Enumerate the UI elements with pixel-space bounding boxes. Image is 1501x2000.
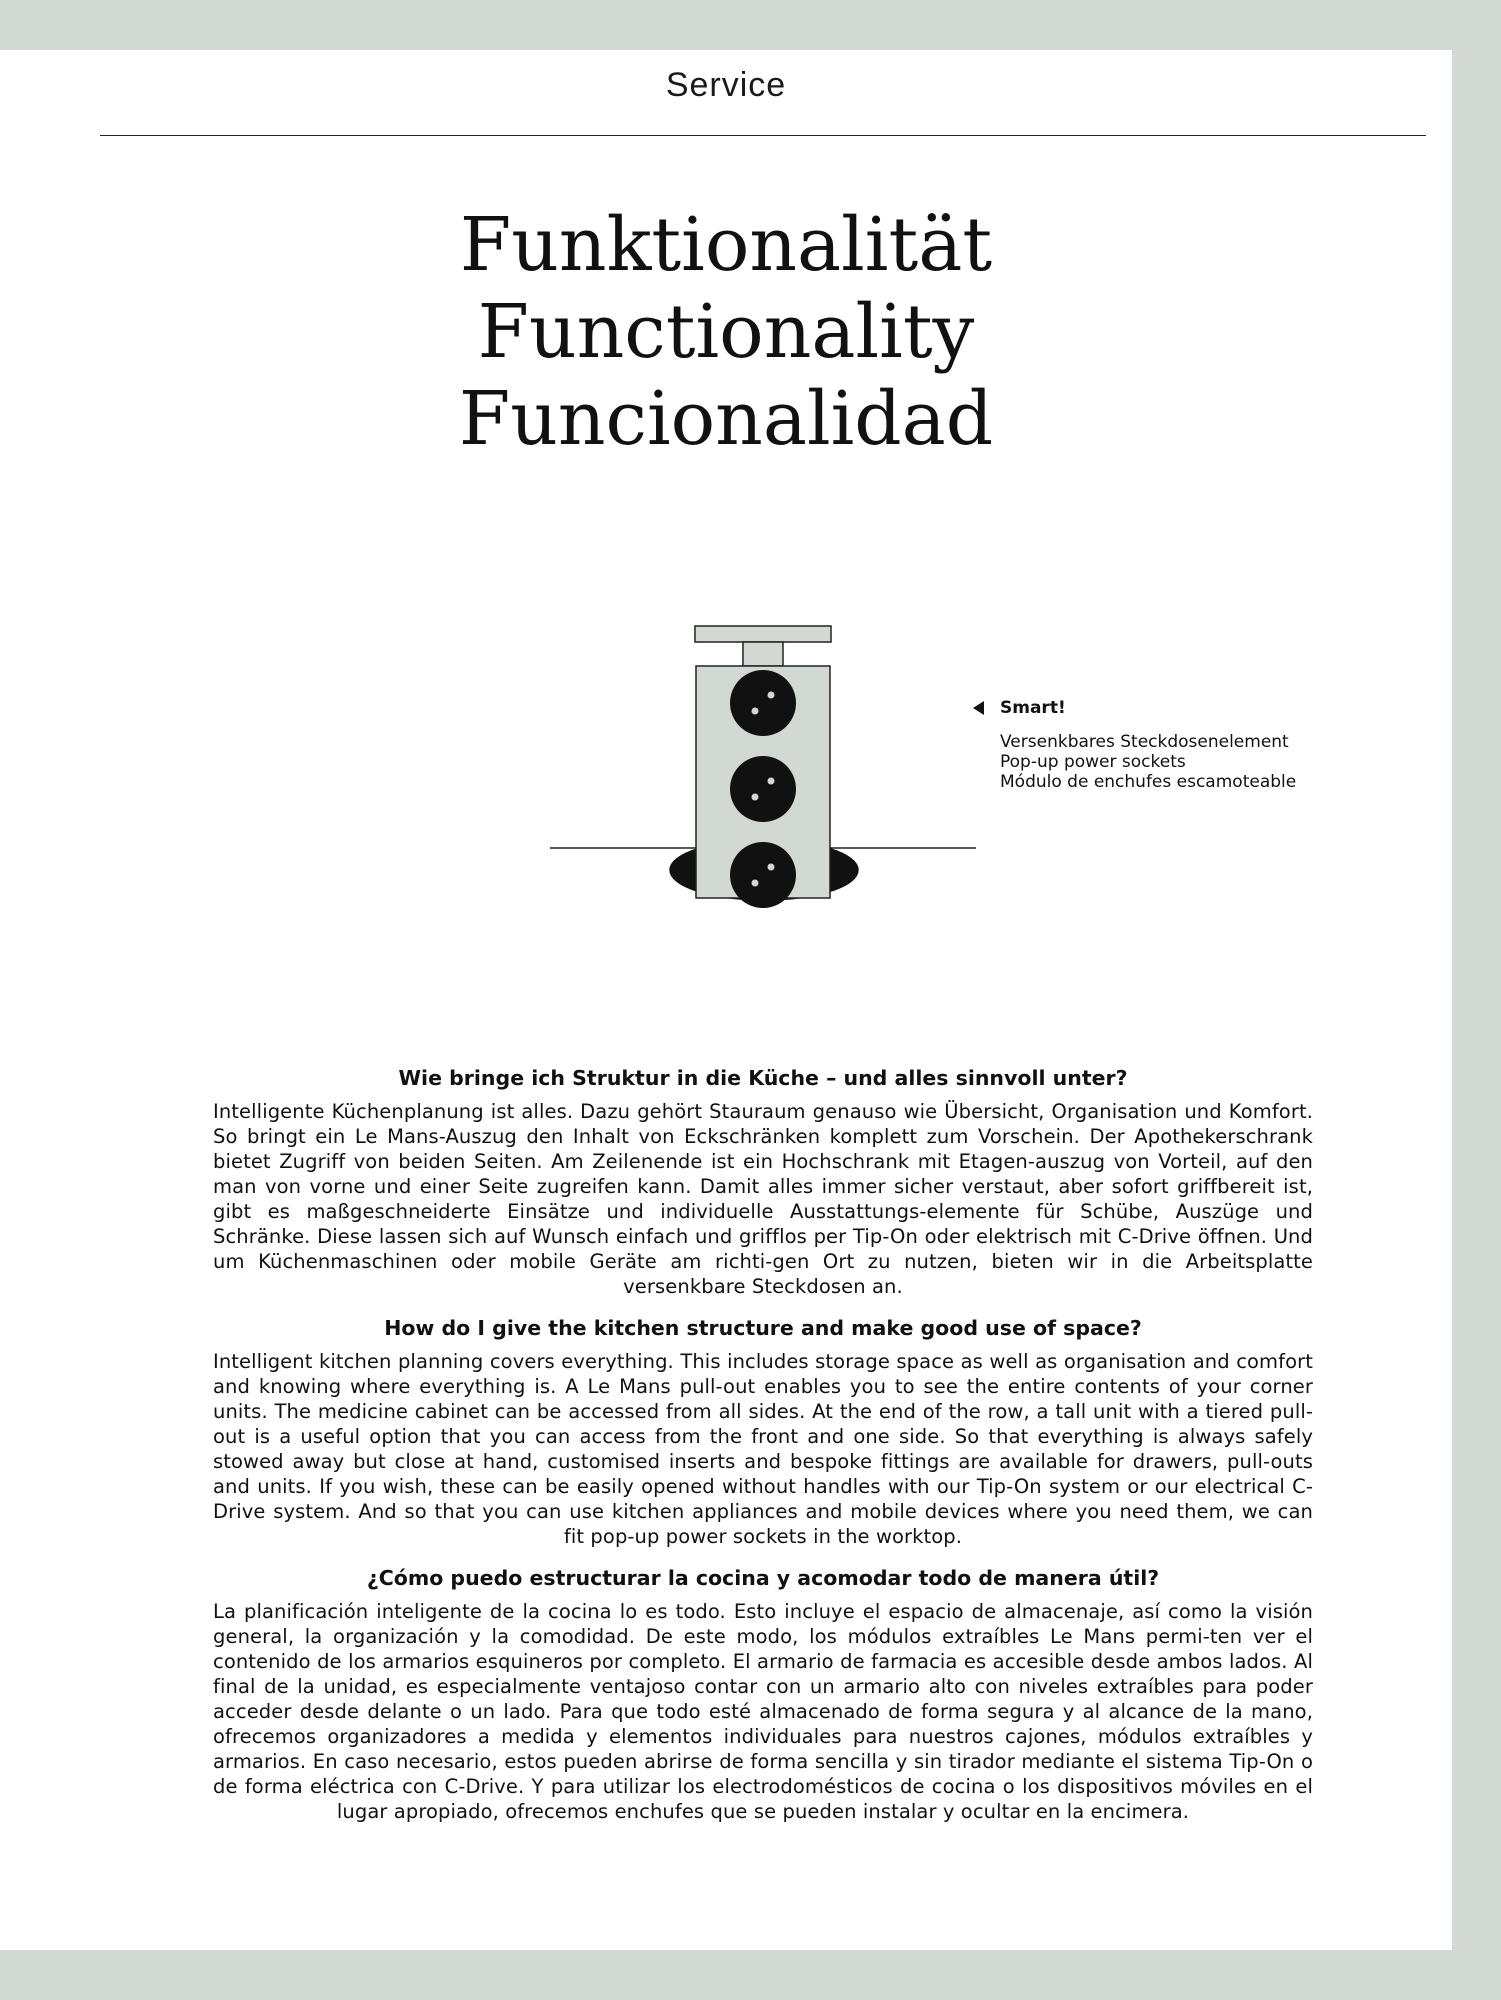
callout-line-es: Módulo de enchufes escamoteable <box>1000 772 1297 792</box>
section-heading-de: Wie bringe ich Struktur in die Küche – und alles sinnvoll unter? <box>398 1066 1128 1090</box>
callout-line-de: Versenkbares Steckdosenelement <box>1000 732 1289 752</box>
title-german: Funktionalität <box>459 202 993 288</box>
pop-up-power-socket-icon <box>540 570 1000 970</box>
callout-heading: Smart! <box>1000 698 1066 718</box>
section-label: Service <box>665 66 787 104</box>
feature-callout <box>975 698 1315 792</box>
title-english: Functionality <box>477 289 975 375</box>
header-divider <box>100 135 1426 136</box>
page-title <box>0 202 1452 463</box>
section-paragraph-es: La planificación inteligente de la cocina lo es todo. Esto incluye el espacio de almacenaje, así como la visión general, la organización y la comodidad. De este modo, los módulos extraíbles Le Mans permi-ten ver el contenido de los armarios esquineros por completo. El armario de farmacia es accesible desde ambos lados. Al final de la unidad, es especialmente ventajoso contar con un armario alto con niveles extraíbles para poder acceder desde delante o un lado. Para que todo esté almacenado de forma segura y al alcance de la mano, ofrecemos organizadores a medida y elementos individuales para nuestros cajones, módulos extraíbles y armarios. En caso necesario, estos pueden abrirse de forma sencilla y sin tirador mediante el sistema Tip-On o de forma eléctrica con C-Drive. Y para utilizar los electrodomésticos de cocina o los dispositivos móviles en el lugar apropiado, ofrecemos enchufes que se pueden instalar y ocultar en la encimera. <box>213 1600 1313 1823</box>
triangle-left-icon <box>973 701 984 715</box>
section-heading-en: How do I give the kitchen structure and make good use of space? <box>384 1316 1142 1340</box>
section-heading-es: ¿Cómo puedo estructurar la cocina y acomodar todo de manera útil? <box>366 1566 1160 1590</box>
section-paragraph-en: Intelligent kitchen planning covers everything. This includes storage space as well as organisation and comfort and knowing where everything is. A Le Mans pull-out enables you to see the entire contents of your corner units. The medicine cabinet can be accessed from all sides. At the end of the row, a tall unit with a tiered pull-out is a useful option that you can access from the front and one side. So that everything is always safely stowed away but close at hand, customised inserts and bespoke fittings are available for drawers, pull-outs and units. If you wish, these can be easily opened without handles with our Tip-On system or our electrical C-Drive system. And so that you can use kitchen appliances and mobile devices where you need them, we can fit pop-up power sockets in the worktop. <box>213 1350 1313 1548</box>
page-sheet <box>0 50 1452 1950</box>
socket-middle-icon <box>730 756 796 822</box>
body-text <box>213 1065 1313 1840</box>
title-spanish: Funcionalidad <box>458 376 994 462</box>
section-paragraph-de: Intelligente Küchenplanung ist alles. Dazu gehört Stauraum genauso wie Übersicht, Organisation und Komfort. So bringt ein Le Mans-Auszug den Inhalt von Eckschränken komplett zum Vorschein. Der Apothekerschrank bietet Zugriff von beiden Seiten. Am Zeilenende ist ein Hochschrank mit Etagen-auszug von Vorteil, auf den man von vorne und einer Seite zugreifen kann. Damit alles immer sicher verstaut, aber sofort griffbereit ist, gibt es maßgeschneiderte Einsätze und individuelle Ausstattungs-elemente für Schübe, Auszüge und Schränke. Diese lassen sich auf Wunsch einfach und grifflos per Tip-On oder elektrisch mit C-Drive öffnen. Und um Küchenmaschinen oder mobile Geräte am richti-gen Ort zu nutzen, bieten wir in die Arbeitsplatte versenkbare Steckdosen an. <box>213 1100 1313 1298</box>
socket-top-icon <box>730 670 796 736</box>
socket-bottom-icon <box>730 842 796 908</box>
callout-line-en: Pop-up power sockets <box>1000 752 1186 772</box>
